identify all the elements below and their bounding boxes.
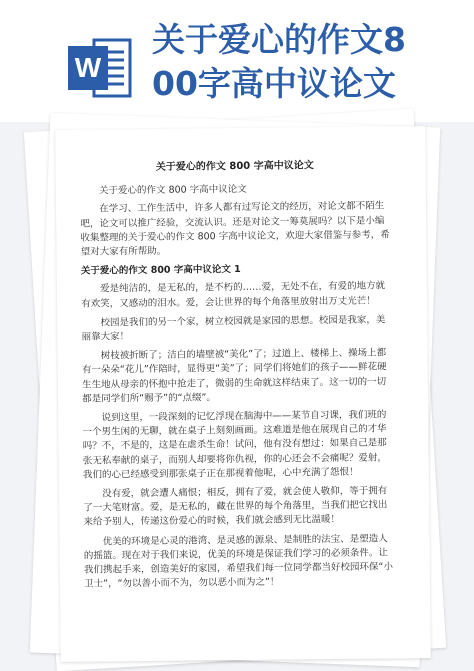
paragraph: 优美的环境是心灵的港湾、是灵感的源泉、是制胜的法宝、是塑造人的摇篮。现在对于我们来说，优美的环境是保证我们学习的必须条件。让我们携起手来，创造美好的家园，希望我们每一位同学都当好校园环保“小卫士”，“勿以善小而不为，勿以恶小而为之”！ <box>83 533 393 590</box>
header-banner <box>0 0 474 122</box>
document-intro-title: 关于爱心的作文 800 字高中议论文 <box>98 184 247 197</box>
paragraph: 爱是纯洁的，是无私的，是不朽的……爱，无处不在，有爱的地方就有欢笑，又感动的泪水。爱，会让世界的每个角落里放射出万丈光芒！ <box>81 280 386 310</box>
paragraph: 没有爱，就会遭人痛恨；相反，拥有了爱，就会使人敬仰，等于拥有了一大笔财富。爱，是无私的，藏在世界的每个角落里，当我们把它找出来给予别人，传递这份爱心的时候，我们就会感到无比温暖！ <box>83 485 388 529</box>
svg-text:W: W <box>74 52 102 83</box>
document-title: 关于爱心的作文 800 字高中议论文 <box>155 160 314 173</box>
title-line-2: 00字高中议论文 <box>152 64 396 103</box>
paragraph: 校园是我们的另一个家，树立校园就是家园的思想。校园是我家，美丽靠大家！ <box>81 314 386 343</box>
word-document-icon <box>68 38 132 98</box>
paragraph: 树枝被折断了；洁白的墙壁被“美化”了；过道上、楼梯上、操场上都有一朵朵“花儿”作陪时，显得更“美”了；同学们将她们的孩子——鲜花硬生生地从母亲的怀抱中抢走了，微弱的生命就这样结束了。这一切的一切都是同学们所“赐予”的“点缀”。 <box>81 347 387 405</box>
page-title <box>152 18 462 106</box>
section-title: 关于爱心的作文 800 字高中议论文 1 <box>80 264 241 277</box>
paragraph: 说到这里，一段深刻的记忆浮现在脑海中——某节自习课，我们班的一个男生闲的无聊，就在桌子上刻刻画画。这难道是他在展现自己的才华吗？不，不是的，这是在虐杀生命！试问，他有没有想过：如果自己是那张无私奉献的桌子，而别人却要将你仇视，你的心还会不会痛呢？爱射，我们的心已经感受到那张桌子正在那视着他呢，心中充满了怨恨！ <box>82 409 387 481</box>
intro-paragraph: 在学习、工作生活中，许多人都有过写论文的经历，对论文都不陌生吧，论文可以推广经验，交流认识。还是对论文一筹莫展吗？以下是小编收集整理的关于爱心的作文 800 字高中议论文，欢迎大家借鉴与参考，希望对大家有所帮助。 <box>80 200 390 258</box>
title-line-1: 关于爱心的作文8 <box>152 20 406 59</box>
document-content <box>80 158 395 597</box>
